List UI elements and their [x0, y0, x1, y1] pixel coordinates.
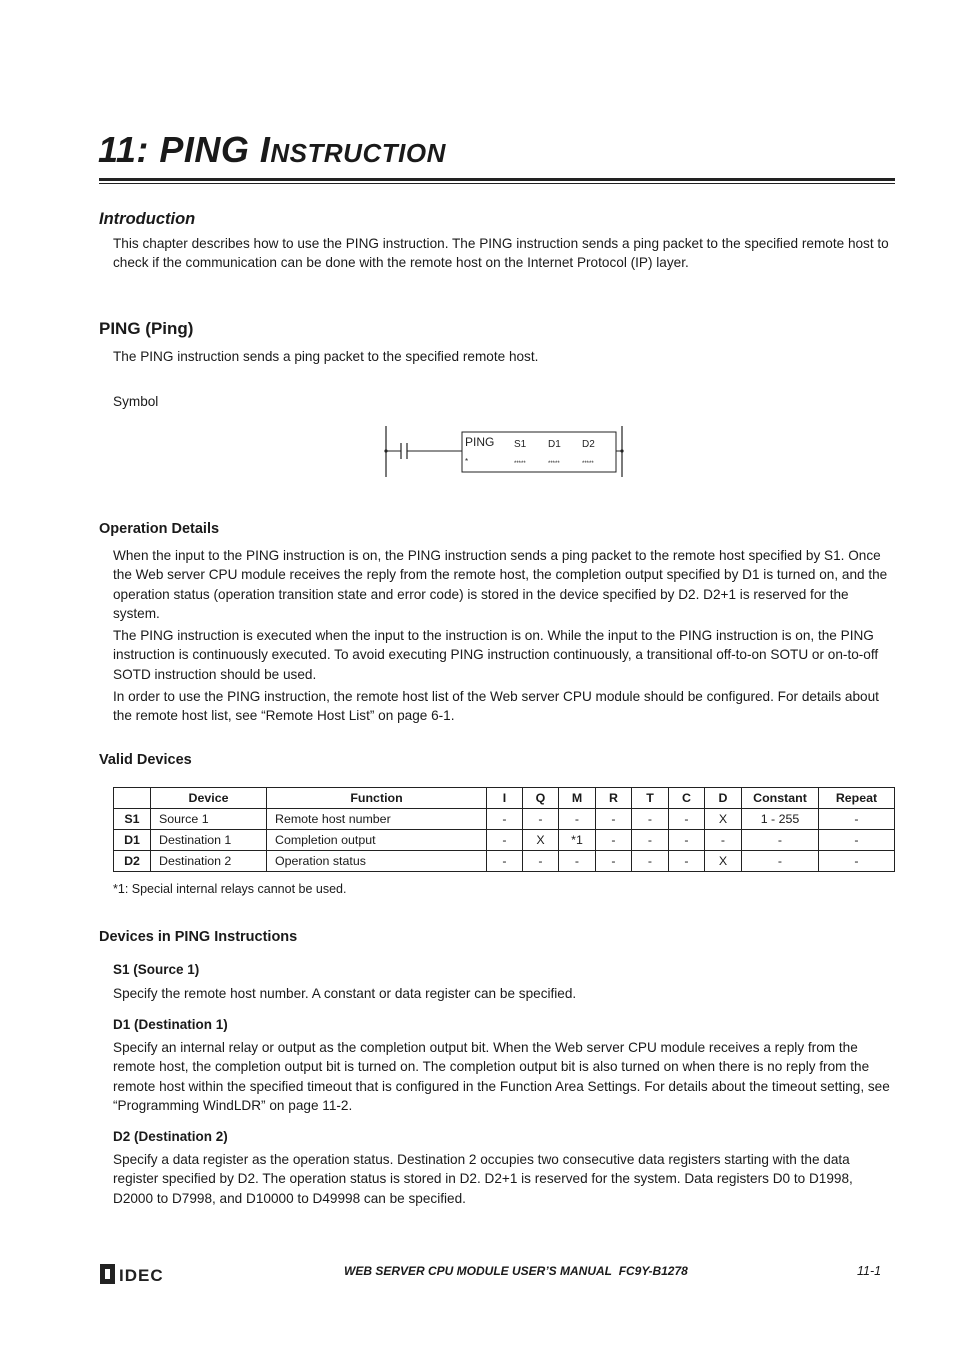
valid-devices-heading: Valid Devices — [99, 752, 192, 768]
manual-code: FC9Y-B1278 — [618, 1264, 688, 1278]
symbol-d1-placeholder: ***** — [548, 461, 560, 467]
table-header-cell: I — [487, 788, 523, 809]
table-header-cell: Function — [267, 788, 487, 809]
logo-text: IDEC — [119, 1266, 164, 1285]
symbol-s1-placeholder: ***** — [514, 461, 526, 467]
table-cell: - — [632, 830, 669, 851]
table-cell: Destination 1 — [151, 830, 267, 851]
table-cell: - — [487, 851, 523, 872]
table-cell: - — [669, 830, 705, 851]
table-cell: - — [819, 851, 895, 872]
d1-text: Specify an internal relay or output as the completion output bit. When the Web server CPU module receives a reply from the remote host, the completion output bit is turned on. The completion output bit is also turned on when there is no reply from the remote host within the specified timeout that is configured in the Function Area Settings. For details about the timeout setting, see “Programming WindLDR” on page 11-2. — [113, 1040, 890, 1114]
s1-heading: S1 (Source 1) — [113, 962, 200, 977]
table-cell: - — [596, 851, 632, 872]
table-cell: - — [742, 830, 819, 851]
symbol-name: PING — [465, 435, 495, 449]
chapter-title — [98, 128, 446, 175]
table-header-cell: Q — [523, 788, 559, 809]
symbol-star: * — [465, 457, 469, 466]
d1-heading: D1 (Destination 1) — [113, 1017, 228, 1032]
devices-in-heading: Devices in PING Instructions — [99, 929, 298, 945]
table-cell: X — [705, 809, 742, 830]
table-header-cell: Constant — [742, 788, 819, 809]
chapter-title-main: PING I — [159, 129, 271, 170]
table-cell: - — [523, 851, 559, 872]
table-header-cell: Repeat — [819, 788, 895, 809]
symbol-op-d2: D2 — [582, 439, 595, 450]
table-row — [114, 809, 895, 830]
operation-p2: The PING instruction is executed when the input to the instruction is on. While the input to the PING instruction is on, the PING instruction is continuously executed. To avoid executing PING instruction continuously, a transitional off-to-on SOTU or on-to-off SOTD instruction should be used. — [113, 628, 879, 682]
valid-devices-table — [113, 787, 895, 872]
table-cell: - — [559, 851, 596, 872]
operation-heading: Operation Details — [99, 521, 220, 537]
page-number: 11-1 — [857, 1264, 882, 1278]
chapter-number: 11: — [98, 129, 149, 170]
title-rule-thick — [99, 178, 895, 181]
table-header-cell — [114, 788, 151, 809]
title-rule-thin — [99, 183, 895, 184]
table-header-cell: T — [632, 788, 669, 809]
table-row — [114, 830, 895, 851]
symbol-label: Symbol — [113, 394, 159, 409]
table-cell: - — [596, 809, 632, 830]
table-cell: D2 — [114, 851, 151, 872]
table-cell: - — [742, 851, 819, 872]
ping-ladder-symbol — [380, 420, 630, 482]
table-cell: - — [819, 809, 895, 830]
table-cell: - — [487, 830, 523, 851]
d2-text: Specify a data register as the operation status. Destination 2 occupies two consecutive data registers starting with the data register specified by D2. The operation status is stored in D2. D2+1 is reserved for the system. Data registers D0 to D1998, D2000 to D7998, and D10000 to D49998 can be specified. — [113, 1152, 853, 1206]
table-cell: - — [523, 809, 559, 830]
table-cell: X — [705, 851, 742, 872]
table-cell: *1 — [559, 830, 596, 851]
table-cell: D1 — [114, 830, 151, 851]
table-cell: - — [632, 851, 669, 872]
table-cell: Completion output — [267, 830, 487, 851]
table-header-row — [114, 788, 895, 809]
table-cell: - — [669, 851, 705, 872]
table-cell: - — [596, 830, 632, 851]
ping-heading: PING (Ping) — [99, 319, 194, 338]
intro-text: This chapter describes how to use the PING instruction. The PING instruction sends a ping packet to the specified remote host to check if the communication can be done with the remote host on the Internet Protocol (IP) layer. — [113, 236, 889, 271]
table-cell: - — [632, 809, 669, 830]
table-cell: S1 — [114, 809, 151, 830]
ping-text: The PING instruction sends a ping packet to the specified remote host. — [113, 349, 539, 364]
table-cell: - — [705, 830, 742, 851]
table-cell: 1 - 255 — [742, 809, 819, 830]
intro-heading: Introduction — [99, 210, 196, 228]
symbol-d2-placeholder: ***** — [582, 461, 594, 467]
table-header-cell: C — [669, 788, 705, 809]
symbol-op-s1: S1 — [514, 439, 527, 450]
d2-heading: D2 (Destination 2) — [113, 1129, 228, 1144]
table-cell: Destination 2 — [151, 851, 267, 872]
idec-logo — [99, 1263, 171, 1285]
symbol-op-d1: D1 — [548, 439, 561, 450]
table-cell: - — [669, 809, 705, 830]
s1-text: Specify the remote host number. A constant or data register can be specified. — [113, 986, 577, 1001]
table-header-cell: Device — [151, 788, 267, 809]
table-cell: - — [819, 830, 895, 851]
operation-p3: In order to use the PING instruction, the remote host list of the Web server CPU module should be configured. For details about the remote host list, see “Remote Host List” on page 6-1. — [113, 689, 879, 724]
table-cell: - — [487, 809, 523, 830]
table-header-cell: D — [705, 788, 742, 809]
table-cell: Source 1 — [151, 809, 267, 830]
operation-p1: When the input to the PING instruction is on, the PING instruction sends a ping packet to the remote host specified by S1. Once the Web server CPU module receives the reply from the remote host, the completion output specified by D1 is turned on, and the operation status (operation transition state and error code) is stored in the device specified by D2. D2+1 is reserved for the system. — [113, 548, 888, 622]
manual-title: WEB SERVER CPU MODULE USER’S MANUAL — [344, 1264, 613, 1278]
table-header-cell: R — [596, 788, 632, 809]
table-cell: Remote host number — [267, 809, 487, 830]
table-header-cell: M — [559, 788, 596, 809]
table-cell: Operation status — [267, 851, 487, 872]
chapter-title-smallcaps: NSTRUCTION — [270, 138, 446, 168]
table-cell: X — [523, 830, 559, 851]
table-cell: - — [559, 809, 596, 830]
table-row — [114, 851, 895, 872]
footer-manual-title — [344, 1264, 688, 1278]
table-footnote: *1: Special internal relays cannot be used. — [113, 882, 347, 896]
